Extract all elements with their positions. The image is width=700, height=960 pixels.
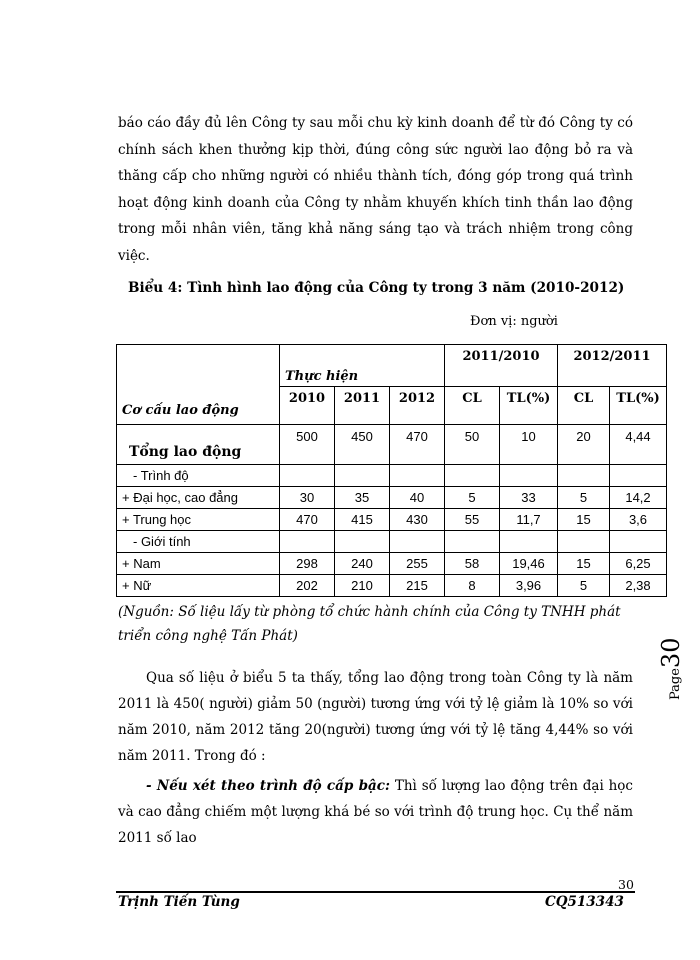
analysis-lead: - Nếu xét theo trình độ cấp bậc: (146, 778, 390, 794)
table-row (117, 509, 667, 531)
cell-cl1: 55 (445, 509, 500, 531)
header-2010: 2010 (280, 387, 335, 425)
cell-cl1: 50 (445, 425, 500, 465)
row-label: Tổng lao động (117, 425, 280, 465)
table-caption: Biểu 4: Tình hình lao động của Công ty trong 3 năm (2010-2012) (128, 280, 625, 296)
cell-tl1 (500, 531, 558, 553)
cell-2011 (335, 531, 390, 553)
table-unit: Đơn vị: người (470, 314, 558, 329)
table-row (117, 575, 667, 597)
cell-2010 (280, 531, 335, 553)
cell-2012: 430 (390, 509, 445, 531)
cell-tl1 (500, 465, 558, 487)
cell-tl1: 3,96 (500, 575, 558, 597)
cell-2011: 210 (335, 575, 390, 597)
header-tl-2: TL(%) (610, 387, 667, 425)
cell-tl2: 6,25 (610, 553, 667, 575)
cell-2011: 35 (335, 487, 390, 509)
row-label: - Giới tính (117, 531, 280, 553)
header-period-2011-2010: 2011/2010 (445, 345, 558, 387)
cell-2010 (280, 465, 335, 487)
analysis-paragraph-2-text: Thì số lượng lao động trên đại học và cao đẳng chiếm một lượng khá bé so với trình độ trung học. Cụ thể năm 2011 số lao (118, 778, 633, 846)
row-label: + Nữ (117, 575, 280, 597)
cell-tl1: 33 (500, 487, 558, 509)
row-label: + Trung học (117, 509, 280, 531)
footer-author: Trịnh Tiến Tùng (118, 894, 240, 910)
cell-2010: 298 (280, 553, 335, 575)
cell-2011 (335, 465, 390, 487)
cell-2012: 255 (390, 553, 445, 575)
cell-cl1 (445, 465, 500, 487)
cell-tl1: 19,46 (500, 553, 558, 575)
cell-2010: 202 (280, 575, 335, 597)
cell-2010: 30 (280, 487, 335, 509)
analysis-paragraph-2 (118, 773, 633, 851)
cell-tl2: 4,44 (610, 425, 667, 465)
footer-divider (116, 891, 635, 893)
row-label: - Trình độ (117, 465, 280, 487)
row-label: + Đại học, cao đẳng (117, 487, 280, 509)
cell-cl2: 15 (558, 553, 610, 575)
cell-tl1: 10 (500, 425, 558, 465)
cell-tl2 (610, 465, 667, 487)
cell-tl2: 3,6 (610, 509, 667, 531)
cell-2011: 240 (335, 553, 390, 575)
intro-text: báo cáo đầy đủ lên Công ty sau mỗi chu kỳ kinh doanh để từ đó Công ty có chính sách khen thưởng kịp thời, đúng công sức người lao động bỏ ra và thăng cấp cho những người có nhiều thành tích, đóng góp trong quá trình hoạt động kinh doanh của Công ty nhằm khuyến khích tinh thần lao động trong mỗi nhân viên, tăng khả năng sáng tạo và trách nhiệm trong công việc. (118, 115, 633, 264)
table-row (117, 425, 667, 465)
footer-code: CQ513343 (545, 894, 624, 910)
header-group (117, 345, 280, 425)
cell-tl2: 2,38 (610, 575, 667, 597)
table-row (117, 487, 667, 509)
header-tl-1: TL(%) (500, 387, 558, 425)
cell-2012 (390, 465, 445, 487)
cell-2010: 470 (280, 509, 335, 531)
cell-cl2: 20 (558, 425, 610, 465)
table-row (117, 465, 667, 487)
intro-paragraph (118, 110, 633, 269)
header-cl-2: CL (558, 387, 610, 425)
header-thuc-hien-label: Thực hiện (285, 369, 359, 384)
page-number: 30 (618, 877, 634, 892)
cell-cl1 (445, 531, 500, 553)
side-page-label: Page (668, 668, 683, 700)
cell-cl2: 5 (558, 487, 610, 509)
analysis-paragraph-1: Qua số liệu ở biểu 5 ta thấy, tổng lao động trong toàn Công ty là năm 2011 là 450( người) giảm 50 (người) tương ứng với tỷ lệ giảm là 10% so với năm 2010, năm 2012 tăng 20(người) tương ứng với tỷ lệ tăng 4,44% so với năm 2011. Trong đó : (118, 670, 633, 764)
cell-2012 (390, 531, 445, 553)
table-row (117, 553, 667, 575)
cell-cl2: 15 (558, 509, 610, 531)
labor-table (116, 344, 667, 597)
header-period-2012-2011: 2012/2011 (558, 345, 667, 387)
cell-2012: 470 (390, 425, 445, 465)
cell-cl1: 58 (445, 553, 500, 575)
cell-2010: 500 (280, 425, 335, 465)
row-label: + Nam (117, 553, 280, 575)
cell-2012: 215 (390, 575, 445, 597)
cell-cl1: 5 (445, 487, 500, 509)
header-2012: 2012 (390, 387, 445, 425)
cell-tl2: 14,2 (610, 487, 667, 509)
side-page-marker (657, 637, 697, 700)
table-source-note: (Nguồn: Số liệu lấy từ phòng tổ chức hành chính của Công ty TNHH phát triển công nghệ Tấn Phát) (118, 604, 621, 644)
cell-cl2 (558, 465, 610, 487)
cell-cl1: 8 (445, 575, 500, 597)
header-cl-1: CL (445, 387, 500, 425)
table-header-row (117, 345, 667, 387)
cell-2011: 450 (335, 425, 390, 465)
header-group-label: Cơ cấu lao động (122, 403, 239, 418)
cell-2012: 40 (390, 487, 445, 509)
table-row (117, 531, 667, 553)
side-page-number: 30 (657, 637, 685, 669)
cell-tl1: 11,7 (500, 509, 558, 531)
cell-2011: 415 (335, 509, 390, 531)
cell-cl2: 5 (558, 575, 610, 597)
cell-cl2 (558, 531, 610, 553)
header-thuc-hien (280, 345, 445, 387)
header-2011: 2011 (335, 387, 390, 425)
analysis-text (118, 665, 633, 851)
cell-tl2 (610, 531, 667, 553)
